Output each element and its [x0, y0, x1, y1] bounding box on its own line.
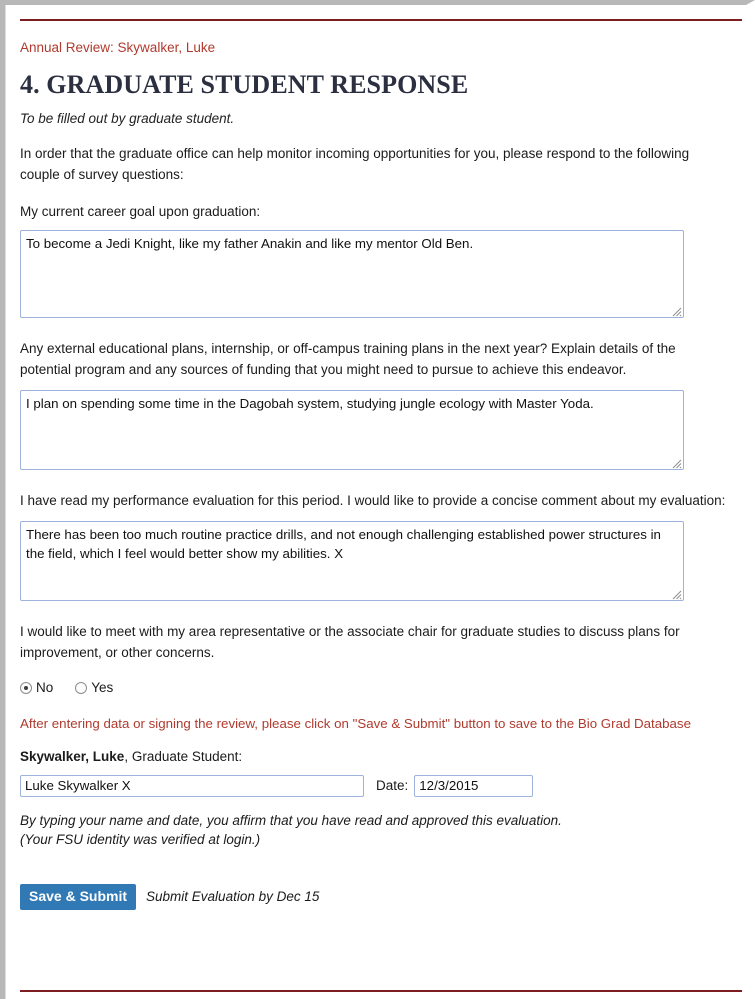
radio-yes-indicator-icon[interactable]	[75, 682, 87, 694]
question-3-field-wrap	[20, 512, 684, 601]
signature-name-input[interactable]	[20, 775, 364, 797]
save-warning-text: After entering data or signing the review, please click on "Save & Submit" button to save to the Bio Grad Database	[20, 716, 691, 732]
question-3-label: I have read my performance evaluation for this period. I would like to provide a concise comment about my evaluation:	[20, 493, 726, 509]
save-and-submit-button[interactable]: Save & Submit	[20, 884, 136, 910]
page-inner	[5, 5, 746, 999]
question-1-field-wrap	[20, 221, 684, 318]
signature-row	[20, 775, 742, 797]
radio-option-no[interactable]	[20, 680, 53, 695]
signature-student-name: Skywalker, Luke	[20, 748, 125, 764]
bottom-divider	[20, 990, 742, 992]
radio-no-label: No	[36, 680, 54, 696]
career-goal-textarea[interactable]	[20, 230, 684, 318]
question-1-label: My current career goal upon graduation:	[20, 203, 261, 219]
signature-label	[20, 748, 742, 767]
bottom-divider-wrap	[20, 990, 742, 992]
radio-no-indicator-icon[interactable]	[20, 682, 32, 694]
external-plans-textarea[interactable]	[20, 390, 684, 470]
top-divider	[20, 19, 742, 21]
submit-row	[20, 884, 742, 910]
radio-yes-label: Yes	[91, 680, 114, 696]
affirmation-line-1: By typing your name and date, you affirm that you have read and approved this evaluation.	[20, 812, 562, 828]
section-subnote: To be filled out by graduate student.	[20, 111, 235, 127]
breadcrumb: Annual Review: Skywalker, Luke	[20, 40, 216, 55]
question-2-field-wrap	[20, 381, 684, 470]
question-2-label: Any external educational plans, internship, or off-campus training plans in the next year? Explain details of the potential program and any sources of funding that you might need to pursue to achieve this endeavor.	[20, 341, 676, 378]
page-title: 4. GRADUATE STUDENT RESPONSE	[20, 69, 469, 99]
evaluation-comment-textarea[interactable]	[20, 521, 684, 601]
radio-option-yes[interactable]	[75, 680, 113, 695]
affirmation-text	[20, 811, 742, 850]
intro-paragraph: In order that the graduate office can help monitor incoming opportunities for you, please respond to the following couple of survey questions:	[20, 145, 690, 182]
date-label: Date:	[376, 778, 409, 794]
meeting-request-radio-group	[20, 680, 742, 695]
signature-date-input[interactable]	[414, 775, 533, 797]
submit-deadline-note: Submit Evaluation by Dec 15	[146, 889, 320, 905]
meeting-request-prompt: I would like to meet with my area representative or the associate chair for graduate studies to discuss plans for improvement, or other concerns.	[20, 624, 680, 661]
signature-role-suffix: , Graduate Student:	[124, 748, 243, 764]
form-content	[20, 5, 742, 910]
affirmation-line-2: (Your FSU identity was verified at login.)	[20, 832, 261, 848]
